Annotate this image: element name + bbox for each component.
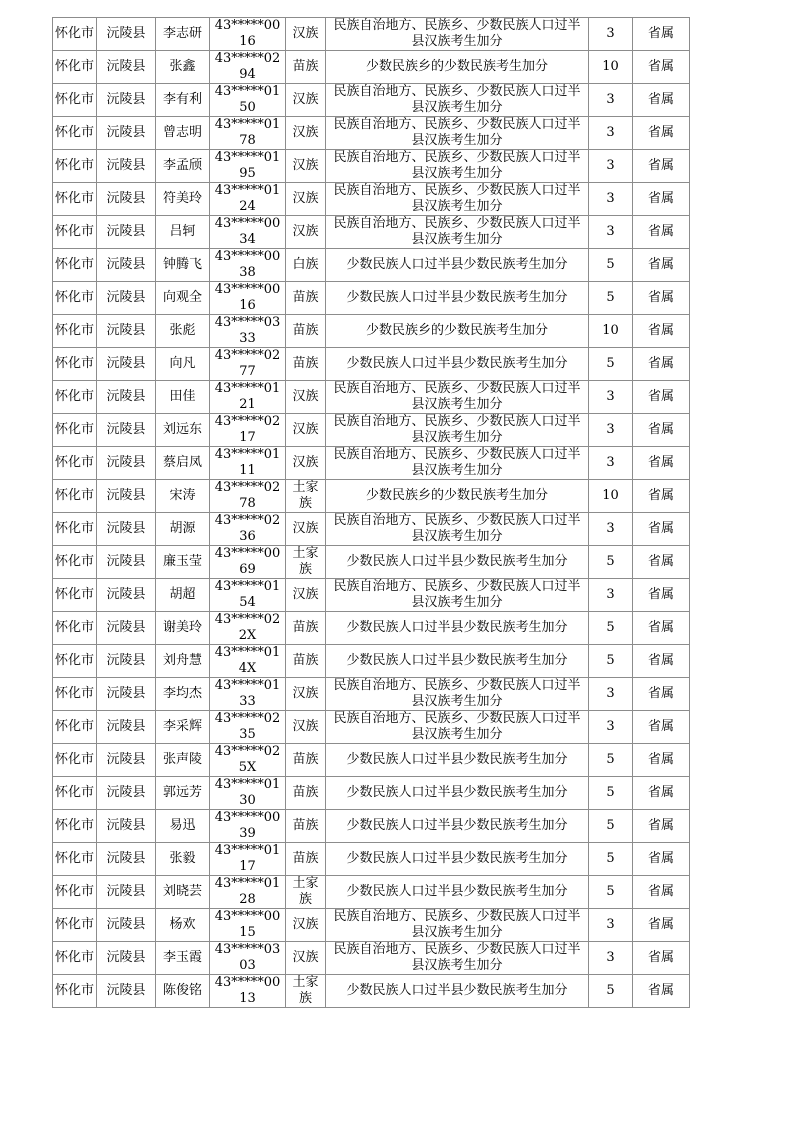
level-cell: 省属 xyxy=(633,315,690,348)
name-cell: 刘晓芸 xyxy=(156,876,210,909)
city-cell: 怀化市 xyxy=(53,810,97,843)
bonus-category-cell: 少数民族人口过半县少数民族考生加分 xyxy=(326,777,589,810)
name-cell: 刘远东 xyxy=(156,414,210,447)
bonus-category-cell: 民族自治地方、民族乡、少数民族人口过半县汉族考生加分 xyxy=(326,84,589,117)
table-row xyxy=(53,414,690,447)
bonus-category-cell: 民族自治地方、民族乡、少数民族人口过半县汉族考生加分 xyxy=(326,414,589,447)
name-cell: 张毅 xyxy=(156,843,210,876)
table-row xyxy=(53,942,690,975)
city-cell: 怀化市 xyxy=(53,18,97,51)
county-cell: 沅陵县 xyxy=(97,777,156,810)
ethnicity-cell: 汉族 xyxy=(286,909,326,942)
county-cell: 沅陵县 xyxy=(97,249,156,282)
ethnicity-cell: 苗族 xyxy=(286,810,326,843)
bonus-category-cell: 民族自治地方、民族乡、少数民族人口过半县汉族考生加分 xyxy=(326,117,589,150)
table-row xyxy=(53,975,690,1008)
bonus-category-cell: 少数民族人口过半县少数民族考生加分 xyxy=(326,546,589,579)
bonus-points-cell: 3 xyxy=(589,381,633,414)
city-cell: 怀化市 xyxy=(53,84,97,117)
county-cell: 沅陵县 xyxy=(97,447,156,480)
name-cell: 李玉霞 xyxy=(156,942,210,975)
name-cell: 杨欢 xyxy=(156,909,210,942)
level-cell: 省属 xyxy=(633,777,690,810)
table-row xyxy=(53,678,690,711)
name-cell: 曾志明 xyxy=(156,117,210,150)
level-cell: 省属 xyxy=(633,480,690,513)
city-cell: 怀化市 xyxy=(53,282,97,315)
county-cell: 沅陵县 xyxy=(97,348,156,381)
bonus-points-cell: 10 xyxy=(589,480,633,513)
city-cell: 怀化市 xyxy=(53,513,97,546)
name-cell: 向凡 xyxy=(156,348,210,381)
county-cell: 沅陵县 xyxy=(97,414,156,447)
county-cell: 沅陵县 xyxy=(97,909,156,942)
bonus-points-cell: 3 xyxy=(589,579,633,612)
ethnicity-cell: 白族 xyxy=(286,249,326,282)
city-cell: 怀化市 xyxy=(53,348,97,381)
name-cell: 廉玉莹 xyxy=(156,546,210,579)
level-cell: 省属 xyxy=(633,249,690,282)
ethnicity-cell: 汉族 xyxy=(286,711,326,744)
id-number-cell: 43*****0195 xyxy=(210,150,286,183)
id-number-cell: 43*****014X xyxy=(210,645,286,678)
bonus-points-cell: 5 xyxy=(589,876,633,909)
level-cell: 省属 xyxy=(633,909,690,942)
level-cell: 省属 xyxy=(633,678,690,711)
id-number-cell: 43*****0039 xyxy=(210,810,286,843)
id-number-cell: 43*****0034 xyxy=(210,216,286,249)
city-cell: 怀化市 xyxy=(53,447,97,480)
table-row xyxy=(53,579,690,612)
level-cell: 省属 xyxy=(633,183,690,216)
bonus-points-cell: 5 xyxy=(589,612,633,645)
city-cell: 怀化市 xyxy=(53,150,97,183)
ethnicity-cell: 汉族 xyxy=(286,942,326,975)
table-row xyxy=(53,315,690,348)
table-row xyxy=(53,546,690,579)
county-cell: 沅陵县 xyxy=(97,645,156,678)
county-cell: 沅陵县 xyxy=(97,51,156,84)
bonus-category-cell: 少数民族人口过半县少数民族考生加分 xyxy=(326,612,589,645)
ethnicity-cell: 土家族 xyxy=(286,975,326,1008)
bonus-points-cell: 3 xyxy=(589,909,633,942)
ethnicity-cell: 汉族 xyxy=(286,84,326,117)
bonus-category-cell: 少数民族乡的少数民族考生加分 xyxy=(326,315,589,348)
bonus-points-cell: 5 xyxy=(589,975,633,1008)
bonus-category-cell: 民族自治地方、民族乡、少数民族人口过半县汉族考生加分 xyxy=(326,447,589,480)
id-number-cell: 43*****0154 xyxy=(210,579,286,612)
county-cell: 沅陵县 xyxy=(97,975,156,1008)
level-cell: 省属 xyxy=(633,216,690,249)
id-number-cell: 43*****0016 xyxy=(210,282,286,315)
ethnicity-cell: 苗族 xyxy=(286,744,326,777)
bonus-points-cell: 3 xyxy=(589,711,633,744)
level-cell: 省属 xyxy=(633,711,690,744)
id-number-cell: 43*****0333 xyxy=(210,315,286,348)
city-cell: 怀化市 xyxy=(53,678,97,711)
level-cell: 省属 xyxy=(633,447,690,480)
ethnicity-cell: 汉族 xyxy=(286,183,326,216)
table-row xyxy=(53,51,690,84)
bonus-points-cell: 3 xyxy=(589,513,633,546)
table-row xyxy=(53,777,690,810)
bonus-category-cell: 少数民族人口过半县少数民族考生加分 xyxy=(326,282,589,315)
ethnicity-cell: 土家族 xyxy=(286,546,326,579)
table-row xyxy=(53,348,690,381)
bonus-points-cell: 3 xyxy=(589,216,633,249)
county-cell: 沅陵县 xyxy=(97,843,156,876)
name-cell: 胡超 xyxy=(156,579,210,612)
name-cell: 吕轲 xyxy=(156,216,210,249)
city-cell: 怀化市 xyxy=(53,117,97,150)
bonus-points-cell: 3 xyxy=(589,183,633,216)
city-cell: 怀化市 xyxy=(53,249,97,282)
bonus-category-cell: 民族自治地方、民族乡、少数民族人口过半县汉族考生加分 xyxy=(326,579,589,612)
table-row xyxy=(53,18,690,51)
city-cell: 怀化市 xyxy=(53,414,97,447)
city-cell: 怀化市 xyxy=(53,315,97,348)
name-cell: 蔡启凤 xyxy=(156,447,210,480)
city-cell: 怀化市 xyxy=(53,612,97,645)
bonus-category-cell: 少数民族人口过半县少数民族考生加分 xyxy=(326,744,589,777)
bonus-points-cell: 5 xyxy=(589,810,633,843)
county-cell: 沅陵县 xyxy=(97,480,156,513)
table-row xyxy=(53,447,690,480)
bonus-category-cell: 民族自治地方、民族乡、少数民族人口过半县汉族考生加分 xyxy=(326,381,589,414)
ethnicity-cell: 汉族 xyxy=(286,117,326,150)
county-cell: 沅陵县 xyxy=(97,546,156,579)
city-cell: 怀化市 xyxy=(53,645,97,678)
id-number-cell: 43*****0178 xyxy=(210,117,286,150)
city-cell: 怀化市 xyxy=(53,876,97,909)
id-number-cell: 43*****0150 xyxy=(210,84,286,117)
name-cell: 符美玲 xyxy=(156,183,210,216)
bonus-points-cell: 5 xyxy=(589,777,633,810)
level-cell: 省属 xyxy=(633,51,690,84)
county-cell: 沅陵县 xyxy=(97,216,156,249)
name-cell: 田佳 xyxy=(156,381,210,414)
bonus-points-cell: 3 xyxy=(589,414,633,447)
bonus-points-cell: 3 xyxy=(589,117,633,150)
table-row xyxy=(53,744,690,777)
table-row xyxy=(53,183,690,216)
bonus-points-cell: 5 xyxy=(589,546,633,579)
level-cell: 省属 xyxy=(633,975,690,1008)
name-cell: 刘舟慧 xyxy=(156,645,210,678)
bonus-points-cell: 5 xyxy=(589,249,633,282)
city-cell: 怀化市 xyxy=(53,909,97,942)
bonus-category-cell: 民族自治地方、民族乡、少数民族人口过半县汉族考生加分 xyxy=(326,711,589,744)
level-cell: 省属 xyxy=(633,348,690,381)
level-cell: 省属 xyxy=(633,414,690,447)
level-cell: 省属 xyxy=(633,843,690,876)
ethnicity-cell: 苗族 xyxy=(286,282,326,315)
table-row xyxy=(53,711,690,744)
table-row xyxy=(53,150,690,183)
id-number-cell: 43*****0303 xyxy=(210,942,286,975)
id-number-cell: 43*****0015 xyxy=(210,909,286,942)
bonus-points-cell: 5 xyxy=(589,744,633,777)
name-cell: 谢美玲 xyxy=(156,612,210,645)
id-number-cell: 43*****022X xyxy=(210,612,286,645)
county-cell: 沅陵县 xyxy=(97,579,156,612)
bonus-points-cell: 5 xyxy=(589,645,633,678)
id-number-cell: 43*****0016 xyxy=(210,18,286,51)
table-body xyxy=(53,18,690,1008)
county-cell: 沅陵县 xyxy=(97,513,156,546)
id-number-cell: 43*****0277 xyxy=(210,348,286,381)
level-cell: 省属 xyxy=(633,282,690,315)
bonus-points-cell: 3 xyxy=(589,150,633,183)
name-cell: 李孟颀 xyxy=(156,150,210,183)
city-cell: 怀化市 xyxy=(53,546,97,579)
bonus-category-cell: 少数民族人口过半县少数民族考生加分 xyxy=(326,249,589,282)
city-cell: 怀化市 xyxy=(53,777,97,810)
level-cell: 省属 xyxy=(633,513,690,546)
id-number-cell: 43*****0124 xyxy=(210,183,286,216)
bonus-category-cell: 民族自治地方、民族乡、少数民族人口过半县汉族考生加分 xyxy=(326,18,589,51)
county-cell: 沅陵县 xyxy=(97,711,156,744)
id-number-cell: 43*****0038 xyxy=(210,249,286,282)
table-row xyxy=(53,480,690,513)
level-cell: 省属 xyxy=(633,117,690,150)
bonus-category-cell: 少数民族人口过半县少数民族考生加分 xyxy=(326,843,589,876)
bonus-category-cell: 民族自治地方、民族乡、少数民族人口过半县汉族考生加分 xyxy=(326,183,589,216)
ethnicity-cell: 汉族 xyxy=(286,579,326,612)
name-cell: 张鑫 xyxy=(156,51,210,84)
id-number-cell: 43*****025X xyxy=(210,744,286,777)
bonus-points-cell: 10 xyxy=(589,51,633,84)
bonus-category-cell: 少数民族乡的少数民族考生加分 xyxy=(326,480,589,513)
county-cell: 沅陵县 xyxy=(97,942,156,975)
name-cell: 张声陵 xyxy=(156,744,210,777)
city-cell: 怀化市 xyxy=(53,183,97,216)
city-cell: 怀化市 xyxy=(53,216,97,249)
city-cell: 怀化市 xyxy=(53,843,97,876)
id-number-cell: 43*****0294 xyxy=(210,51,286,84)
table-row xyxy=(53,117,690,150)
ethnicity-cell: 苗族 xyxy=(286,777,326,810)
name-cell: 李志研 xyxy=(156,18,210,51)
bonus-points-cell: 5 xyxy=(589,843,633,876)
bonus-points-cell: 5 xyxy=(589,282,633,315)
table-row xyxy=(53,84,690,117)
table-row xyxy=(53,249,690,282)
name-cell: 胡源 xyxy=(156,513,210,546)
table-row xyxy=(53,381,690,414)
name-cell: 李有利 xyxy=(156,84,210,117)
name-cell: 李均杰 xyxy=(156,678,210,711)
bonus-category-cell: 民族自治地方、民族乡、少数民族人口过半县汉族考生加分 xyxy=(326,150,589,183)
county-cell: 沅陵县 xyxy=(97,315,156,348)
level-cell: 省属 xyxy=(633,612,690,645)
county-cell: 沅陵县 xyxy=(97,612,156,645)
county-cell: 沅陵县 xyxy=(97,282,156,315)
id-number-cell: 43*****0235 xyxy=(210,711,286,744)
city-cell: 怀化市 xyxy=(53,744,97,777)
city-cell: 怀化市 xyxy=(53,975,97,1008)
ethnicity-cell: 汉族 xyxy=(286,18,326,51)
id-number-cell: 43*****0117 xyxy=(210,843,286,876)
id-number-cell: 43*****0121 xyxy=(210,381,286,414)
name-cell: 陈俊铭 xyxy=(156,975,210,1008)
level-cell: 省属 xyxy=(633,579,690,612)
ethnicity-cell: 汉族 xyxy=(286,678,326,711)
table-row xyxy=(53,513,690,546)
id-number-cell: 43*****0217 xyxy=(210,414,286,447)
id-number-cell: 43*****0133 xyxy=(210,678,286,711)
level-cell: 省属 xyxy=(633,645,690,678)
ethnicity-cell: 汉族 xyxy=(286,513,326,546)
bonus-category-cell: 民族自治地方、民族乡、少数民族人口过半县汉族考生加分 xyxy=(326,513,589,546)
city-cell: 怀化市 xyxy=(53,579,97,612)
ethnicity-cell: 苗族 xyxy=(286,843,326,876)
table-row xyxy=(53,876,690,909)
name-cell: 宋涛 xyxy=(156,480,210,513)
bonus-points-cell: 3 xyxy=(589,678,633,711)
id-number-cell: 43*****0128 xyxy=(210,876,286,909)
county-cell: 沅陵县 xyxy=(97,678,156,711)
county-cell: 沅陵县 xyxy=(97,183,156,216)
id-number-cell: 43*****0069 xyxy=(210,546,286,579)
county-cell: 沅陵县 xyxy=(97,381,156,414)
table-row xyxy=(53,843,690,876)
ethnicity-cell: 苗族 xyxy=(286,612,326,645)
bonus-points-cell: 5 xyxy=(589,348,633,381)
id-number-cell: 43*****0111 xyxy=(210,447,286,480)
name-cell: 向观全 xyxy=(156,282,210,315)
bonus-points-table xyxy=(52,17,690,1008)
county-cell: 沅陵县 xyxy=(97,744,156,777)
ethnicity-cell: 土家族 xyxy=(286,876,326,909)
city-cell: 怀化市 xyxy=(53,942,97,975)
level-cell: 省属 xyxy=(633,546,690,579)
county-cell: 沅陵县 xyxy=(97,117,156,150)
table-row xyxy=(53,909,690,942)
ethnicity-cell: 土家族 xyxy=(286,480,326,513)
city-cell: 怀化市 xyxy=(53,480,97,513)
table-row xyxy=(53,282,690,315)
table-row xyxy=(53,810,690,843)
name-cell: 郭远芳 xyxy=(156,777,210,810)
bonus-category-cell: 少数民族人口过半县少数民族考生加分 xyxy=(326,348,589,381)
level-cell: 省属 xyxy=(633,942,690,975)
id-number-cell: 43*****0130 xyxy=(210,777,286,810)
county-cell: 沅陵县 xyxy=(97,150,156,183)
city-cell: 怀化市 xyxy=(53,381,97,414)
county-cell: 沅陵县 xyxy=(97,84,156,117)
county-cell: 沅陵县 xyxy=(97,876,156,909)
level-cell: 省属 xyxy=(633,810,690,843)
city-cell: 怀化市 xyxy=(53,711,97,744)
ethnicity-cell: 苗族 xyxy=(286,348,326,381)
level-cell: 省属 xyxy=(633,150,690,183)
bonus-points-cell: 3 xyxy=(589,942,633,975)
bonus-category-cell: 少数民族人口过半县少数民族考生加分 xyxy=(326,810,589,843)
bonus-category-cell: 民族自治地方、民族乡、少数民族人口过半县汉族考生加分 xyxy=(326,678,589,711)
bonus-category-cell: 少数民族乡的少数民族考生加分 xyxy=(326,51,589,84)
bonus-points-cell: 3 xyxy=(589,18,633,51)
ethnicity-cell: 汉族 xyxy=(286,381,326,414)
level-cell: 省属 xyxy=(633,744,690,777)
bonus-points-cell: 3 xyxy=(589,447,633,480)
name-cell: 钟腾飞 xyxy=(156,249,210,282)
name-cell: 李采辉 xyxy=(156,711,210,744)
id-number-cell: 43*****0013 xyxy=(210,975,286,1008)
table-row xyxy=(53,612,690,645)
county-cell: 沅陵县 xyxy=(97,810,156,843)
ethnicity-cell: 汉族 xyxy=(286,414,326,447)
bonus-points-cell: 3 xyxy=(589,84,633,117)
table-row xyxy=(53,216,690,249)
level-cell: 省属 xyxy=(633,876,690,909)
name-cell: 张彪 xyxy=(156,315,210,348)
id-number-cell: 43*****0278 xyxy=(210,480,286,513)
county-cell: 沅陵县 xyxy=(97,18,156,51)
table-row xyxy=(53,645,690,678)
bonus-category-cell: 少数民族人口过半县少数民族考生加分 xyxy=(326,645,589,678)
bonus-category-cell: 少数民族人口过半县少数民族考生加分 xyxy=(326,876,589,909)
level-cell: 省属 xyxy=(633,18,690,51)
ethnicity-cell: 汉族 xyxy=(286,150,326,183)
name-cell: 易迅 xyxy=(156,810,210,843)
ethnicity-cell: 苗族 xyxy=(286,645,326,678)
ethnicity-cell: 苗族 xyxy=(286,315,326,348)
city-cell: 怀化市 xyxy=(53,51,97,84)
bonus-category-cell: 民族自治地方、民族乡、少数民族人口过半县汉族考生加分 xyxy=(326,942,589,975)
ethnicity-cell: 汉族 xyxy=(286,447,326,480)
bonus-category-cell: 民族自治地方、民族乡、少数民族人口过半县汉族考生加分 xyxy=(326,216,589,249)
bonus-category-cell: 少数民族人口过半县少数民族考生加分 xyxy=(326,975,589,1008)
bonus-category-cell: 民族自治地方、民族乡、少数民族人口过半县汉族考生加分 xyxy=(326,909,589,942)
level-cell: 省属 xyxy=(633,84,690,117)
id-number-cell: 43*****0236 xyxy=(210,513,286,546)
level-cell: 省属 xyxy=(633,381,690,414)
ethnicity-cell: 苗族 xyxy=(286,51,326,84)
bonus-points-cell: 10 xyxy=(589,315,633,348)
ethnicity-cell: 汉族 xyxy=(286,216,326,249)
